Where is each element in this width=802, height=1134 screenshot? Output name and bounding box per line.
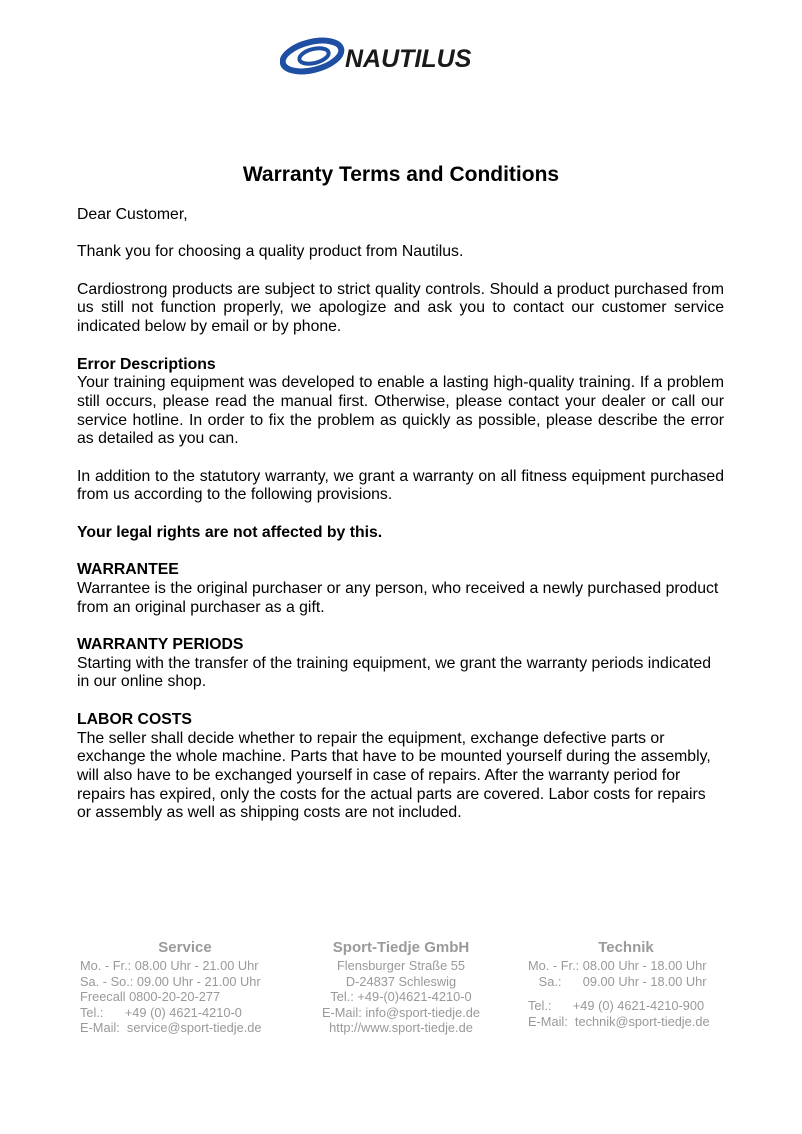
service-tel: Tel.: +49 (0) 4621-4210-0 [80,1004,242,1020]
service-email: E-Mail: service@sport-tiedje.de [80,1020,262,1036]
technik-hours-saturday: Sa.: 09.00 Uhr - 18.00 Uhr [528,973,707,989]
nautilus-swirl-logo-graphic [280,36,520,76]
footer-service-heading: Service [158,939,212,956]
error-descriptions-heading: Error Descriptions [77,355,216,373]
service-hours-weekday: Mo. - Fr.: 08.00 Uhr - 21.00 Uhr [80,958,259,973]
statutory-paragraph: In addition to the statutory warranty, we grant a warranty on all fitness equipment purchased from us according to the following provisions. [77,467,724,504]
warranty-periods-section [77,636,724,692]
footer-service [80,938,290,1036]
warranty-periods-heading: WARRANTY PERIODS [77,636,244,654]
document-body [77,206,724,842]
warrantee-heading: WARRANTEE [77,561,179,579]
technik-tel: Tel.: +49 (0) 4621-4210-900 [528,998,705,1014]
logo-wordmark: NAUTILUS [345,45,472,73]
legal-rights-note: Your legal rights are not affected by this. [77,523,383,541]
footer-technik-heading: Technik [598,939,654,956]
service-freecall: Freecall 0800-20-20-277 [80,989,221,1005]
error-descriptions-text: Your training equipment was developed to enable a lasting high-quality training. If a problem still occurs, please read the manual first. Otherwise, please contact your dealer or call our service hotline. In order to fix the problem as quickly as possible, please describe the error as detailed as you can. [77,374,724,448]
company-website: http://www.sport-tiedje.de [329,1020,473,1036]
warrantee-section [77,561,724,617]
company-email: E-Mail: info@sport-tiedje.de [321,1004,481,1020]
greeting: Dear Customer, [77,206,188,223]
company-tel: Tel.: +49-(0)4621-4210-0 [330,989,472,1005]
technik-hours-weekday: Mo. - Fr.: 08.00 Uhr - 18.00 Uhr [528,958,707,973]
footer-company-heading: Sport-Tiedje GmbH [332,939,470,956]
error-descriptions-section [77,356,724,450]
nautilus-logo [280,36,520,76]
warranty-periods-text: Starting with the transfer of the training equipment, we grant the warranty periods indicated in our online shop. [77,654,711,691]
labor-costs-heading: LABOR COSTS [77,710,192,728]
thanks-paragraph: Thank you for choosing a quality product from Nautilus. [77,243,464,261]
technik-email: E-Mail: technik@sport-tiedje.de [528,1013,710,1029]
company-city: D-24837 Schleswig [345,973,457,989]
intro-paragraph: Cardiostrong products are subject to strict quality controls. Should a product purchased from us still not function properly, we apologize and ask you to contact our customer service indicated below by email or by phone. [77,280,724,336]
footer-company [300,938,502,1036]
company-street: Flensburger Straße 55 [336,958,466,973]
warrantee-text: Warrantee is the original purchaser or any person, who received a newly purchased product from an original purchaser as a gift. [77,579,719,616]
labor-costs-text: The seller shall decide whether to repair the equipment, exchange defective parts or exchange the whole machine. Parts that have to be mounted yourself during the assembly, will also have to be exchanged yourself in case of repairs. After the warranty period for repairs has expired, only the costs for the actual parts are covered. Labor costs for repairs or assembly as well as shipping costs are not included. [77,729,711,822]
page-title: Warranty Terms and Conditions [242,163,560,186]
labor-costs-section [77,711,724,823]
service-hours-weekend: Sa. - So.: 09.00 Uhr - 21.00 Uhr [80,973,261,989]
footer-technik [528,938,724,1029]
